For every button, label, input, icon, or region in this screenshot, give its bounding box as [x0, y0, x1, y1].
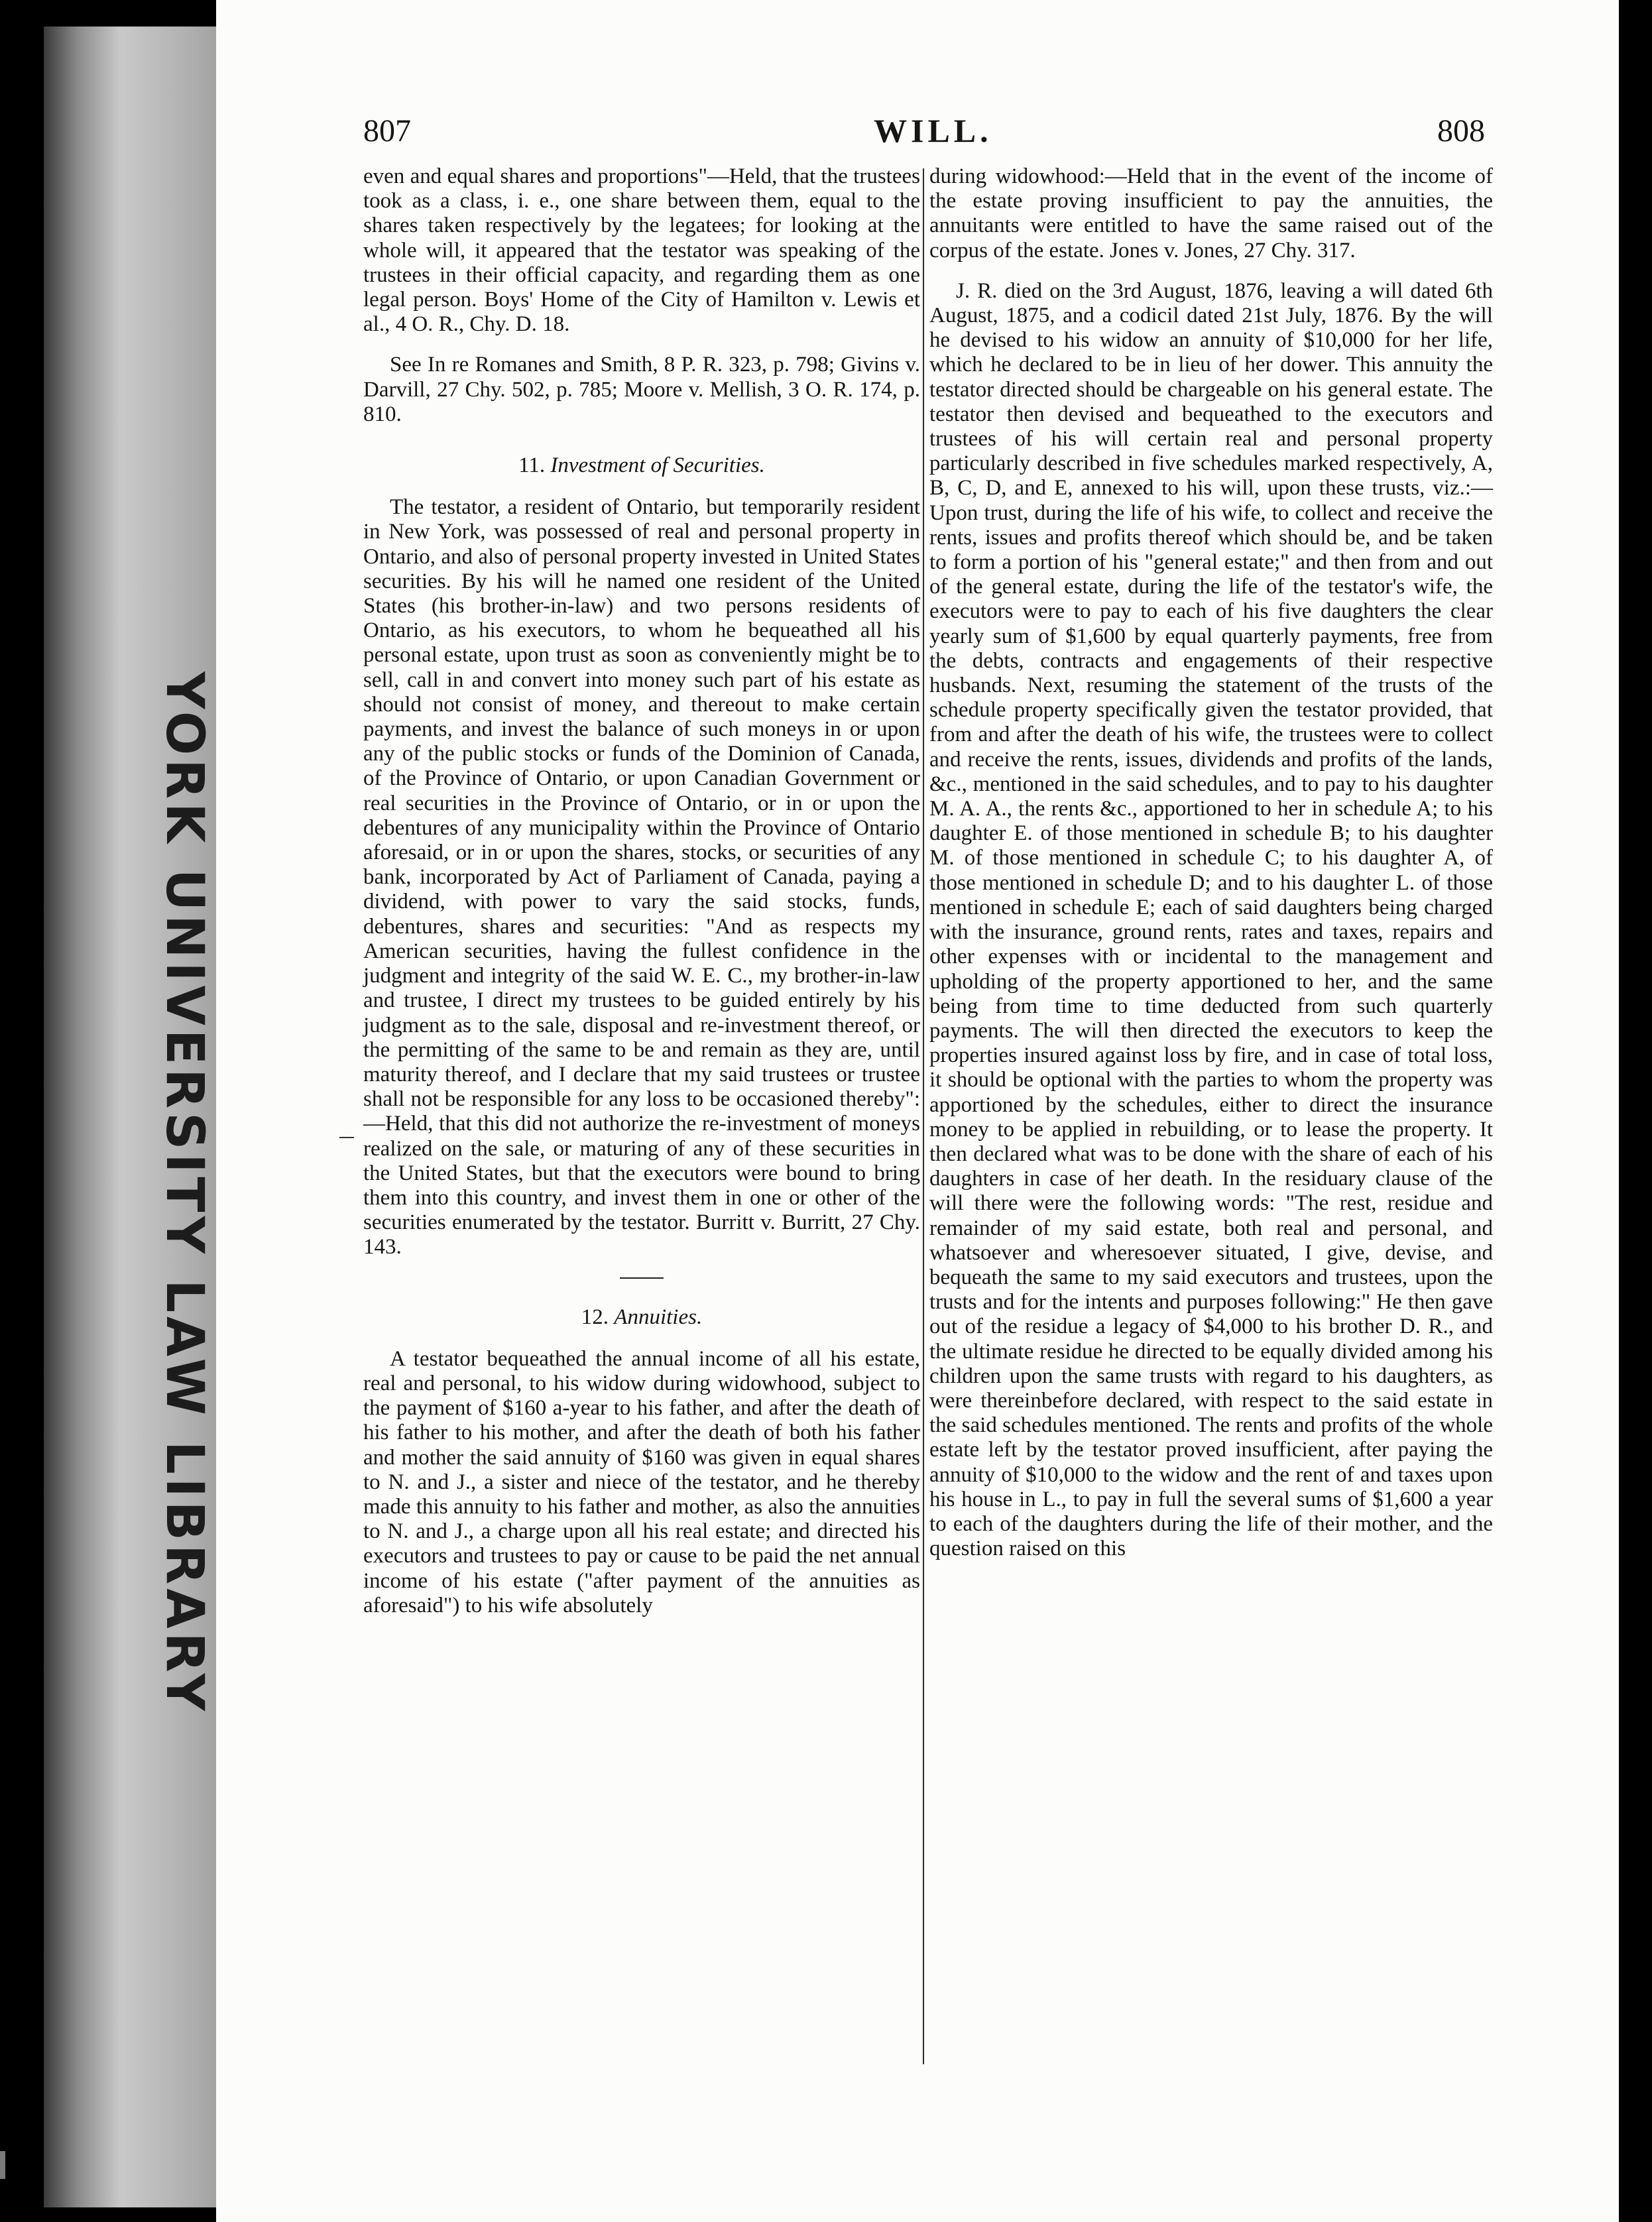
section-title: Annuities.	[614, 1305, 703, 1329]
section-heading	[363, 453, 920, 478]
section-separator	[620, 1277, 664, 1279]
paragraph: J. R. died on the 3rd August, 1876, leaving a will dated 6th August, 1875, and a codicil dated 21st July, 1876. By the will he devised to his widow an annuity of $10,000 for her life, which he declared to be in lieu of her dower. This annuity the testator directed should be chargeable on his general estate. The testator then devised and bequeathed to the executors and trustees of his will certain real and personal property particularly described in five schedules marked respectively, A, B, C, D, and E, annexed to his will, upon these trusts, viz.:—Upon trust, during the life of his wife, to collect and receive the rents, issues and profits thereof which should be, and be taken to form a portion of his "general estate;" and then from and out of the general estate, during the life of the testator's wife, the executors were to pay to each of his five daughters the clear yearly sum of $1,600 by equal quarterly payments, free from the debts, contracts and engagements of their respective husbands. Next, resuming the statement of the trusts of the schedule property specifically given the testator provided, that from and after the death of his wife, the trustees were to collect and receive the rents, issues, dividends and profits of the lands, &c., mentioned in the said schedules, and to pay to his daughter M. A. A., the rents &c., apportioned to her in schedule A; to his daughter E. of those mentioned in schedule B; to his daughter M. of those mentioned in schedule C; to his daughter A, of those mentioned in schedule D; and to his daughter L. of those mentioned in schedule E; each of said daughters being charged with the insurance, ground rents, rates and taxes, repairs and other expenses with or incidental to the management and upholding of the property apportioned to her, and the same being from time to time deducted from such quarterly payments. The will then directed the executors to keep the properties insured against loss by fire, and in case of total loss, it should be optional with the parties to whom the property was apportioned by the schedules, either to direct the insurance money to be applied in rebuilding, or to lease the property. It then declared what was to be done with the share of each of his daughters in case of her death. In the residuary clause of the will there were the following words: "The rest, residue and remainder of my said estate, both real and personal, and whatsoever and wheresoever situated, I give, devise, and bequeath the same to my said executors and trustees, upon the trusts and for the intents and purposes following:" He then gave out of the residue a legacy of $4,000 to his brother D. R., and the ultimate residue he directed to be equally divided among his children upon the same trusts with regard to his daughters, as were thereinbefore declared, with respect to the said estate in the said schedules mentioned. The rents and profits of the whole estate left by the testator proved insufficient, after paying the annuity of $10,000 to the widow and the rent of and taxes upon his house in L., to pay in full the several sums of $1,600 a year to each of the daughters during the life of their mother, and the question raised on this	[929, 278, 1493, 1561]
section-number: 11.	[518, 453, 546, 478]
book-spine	[44, 27, 236, 2207]
paragraph: even and equal shares and proportions"—Held, that the trustees took as a class, i. e., one share between them, equal to the shares taken respectively by the legatees; for looking at the whole will, it appeared that the testator was speaking of the trustees in their official capacity, and regarding them as one legal person. Boys' Home of the City of Hamilton v. Lewis et al., 4 O. R., Chy. D. 18.	[363, 164, 920, 337]
running-title: WILL.	[874, 112, 992, 149]
scan-edge-mark	[0, 2151, 5, 2179]
library-stamp: YORK UNIVERSITY LAW LIBRARY	[154, 672, 214, 1715]
paragraph: The testator, a resident of Ontario, but temporarily resident in New York, was possessed of real and personal property in Ontario, and also of personal property invested in United States securities. By his will he named one resident of the United States (his brother-in-law) and two persons residents of Ontario, as his executors, to whom he bequeathed all his personal estate, upon trust as soon as conveniently might be to sell, call in and convert into money such part of his estate as should not consist of money, and thereout to make certain payments, and invest the balance of such moneys in or upon any of the public stocks or funds of the Dominion of Canada, of the Province of Ontario, or upon Canadian Government or real securities in the Province of Ontario, or in or upon the debentures of any municipality within the Province of Ontario aforesaid, or in or upon the shares, stocks, or securities of any bank, incorporated by Act of Parliament of Canada, paying a dividend, with power to vary the said stocks, funds, debentures, shares and securities: "And as respects my American securities, having the fullest confidence in the judgment and integrity of the said W. E. C., my brother-in-law and trustee, I direct my trustees to be guided entirely by his judgment as to the sale, disposal and re-investment thereof, or the permitting of the same to be and remain as they are, until maturity thereof, and I declare that my said trustees or trustee shall not be responsible for any loss to be occasioned thereby": —Held, that this did not authorize the re-investment of moneys realized on the sale, or maturing of any of these securities in the United States, but that the executors were bound to bring them into this country, and invest them in one or other of the securities enumerated by the testator. Burritt v. Burritt, 27 Chy. 143.	[363, 495, 920, 1259]
paragraph: See In re Romanes and Smith, 8 P. R. 323, p. 798; Givins v. Darvill, 27 Chy. 502, p. 785; Moore v. Mellish, 3 O. R. 174, p. 810.	[363, 353, 920, 426]
right-column	[929, 164, 1493, 1577]
left-column	[363, 164, 920, 1634]
section-number: 12.	[581, 1305, 609, 1329]
paragraph: during widowhood:—Held that in the event of the income of the estate proving insufficient to pay the annuities, the annuitants were entitled to have the same raised out of the corpus of the estate. Jones v. Jones, 27 Chy. 317.	[929, 164, 1493, 263]
column-divider	[923, 168, 924, 2064]
section-heading	[363, 1305, 920, 1330]
paragraph: A testator bequeathed the annual income of all his estate, real and personal, to his widow during widowhood, subject to the payment of $160 a-year to his father, and after the death of his father to his mother, and after the death of both his father and mother the said annuity of $160 was given in equal shares to N. and J., a sister and niece of the testator, and he thereby made this annuity to his father and mother, as also the annuities to N. and J., a charge upon all his real estate; and directed his executors and trustees to pay or cause to be paid the net annual income of his estate ("after payment of the annuities as aforesaid") to his wife absolutely	[363, 1346, 920, 1617]
right-page-number: 808	[1437, 113, 1485, 148]
margin-tick	[339, 1137, 354, 1138]
section-title: Investment of Securities.	[550, 453, 765, 478]
left-page-number: 807	[363, 113, 411, 148]
